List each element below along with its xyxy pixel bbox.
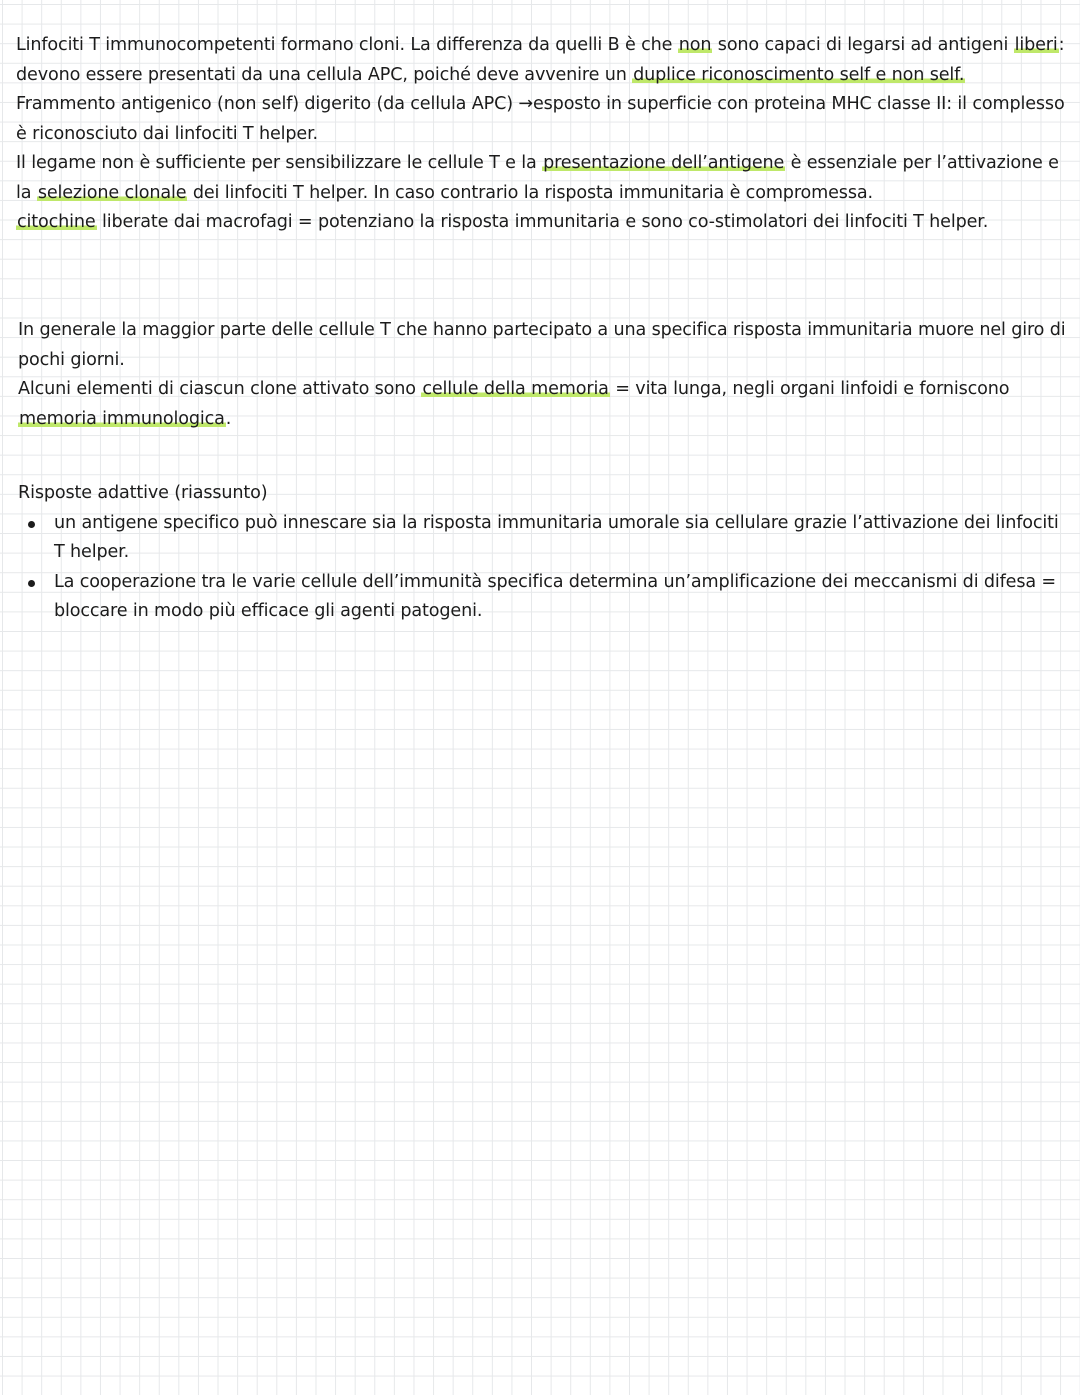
highlight-cellule-memoria: cellule della memoria <box>422 379 609 399</box>
para1-sentence-3: Il legame non è sufficiente per sensibilizzare le cellule T e la presentazione dell’antigene è essenziale per l’attivazione e la selezione clonale dei linfociti T helper. In caso contrario la risposta immunitaria è compromessa. <box>16 153 1059 203</box>
para2-sentence-1: In generale la maggior parte delle cellule T che hanno partecipato a una specifica risposta immunitaria muore nel giro di pochi giorni. <box>18 320 1066 370</box>
highlight-selezione-clonale: selezione clonale <box>37 182 187 203</box>
bullet-icon <box>28 580 35 587</box>
para2-sentence-2: Alcuni elementi di ciascun clone attivato sono cellule della memoria = vita lunga, negli organi linfoidi e forniscono memoria immunologica. <box>18 379 1010 429</box>
highlight-citochine: citochine <box>17 212 96 232</box>
list-item: un antigene specifico può innescare sia la risposta immunitaria umorale sia cellulare grazie l’attivazione dei linfociti T helper. <box>18 509 1068 568</box>
highlight-duplice-riconoscimento: duplice riconoscimento self e non self. <box>633 64 965 85</box>
highlight-liberi: liberi <box>1014 35 1058 55</box>
highlight-presentazione-antigene: presentazione dell’antigene <box>543 153 785 173</box>
summary-title: Risposte adattive (riassunto) <box>18 483 268 503</box>
highlight-non: non <box>678 35 712 55</box>
paragraph-memory-cells <box>18 316 1070 434</box>
highlight-memoria-immunologica: memoria immunologica <box>19 408 225 429</box>
para1-sentence-1: Linfociti T immunocompetenti formano cloni. La differenza da quelli B è che non sono capaci di legarsi ad antigeni liberi: devono essere presentati da una cellula APC, poiché deve avvenire un duplice riconoscimento self e non self. <box>16 35 1065 85</box>
summary-list <box>18 509 1068 627</box>
para1-sentence-2: Frammento antigenico (non self) digerito (da cellula APC) →esposto in superficie con proteina MHC classe II: il complesso è riconosciuto dai linfociti T helper. <box>16 94 1065 144</box>
para1-sentence-4: citochine liberate dai macrofagi = potenziano la risposta immunitaria e sono co-stimolatori dei linfociti T helper. <box>17 212 989 232</box>
summary-section <box>18 479 1068 627</box>
paragraph-t-lymphocytes <box>16 31 1068 238</box>
list-item: La cooperazione tra le varie cellule dell’immunità specifica determina un’amplificazione dei meccanismi di difesa = bloccare in modo più efficace gli agenti patogeni. <box>18 568 1068 627</box>
bullet-icon <box>28 521 35 528</box>
